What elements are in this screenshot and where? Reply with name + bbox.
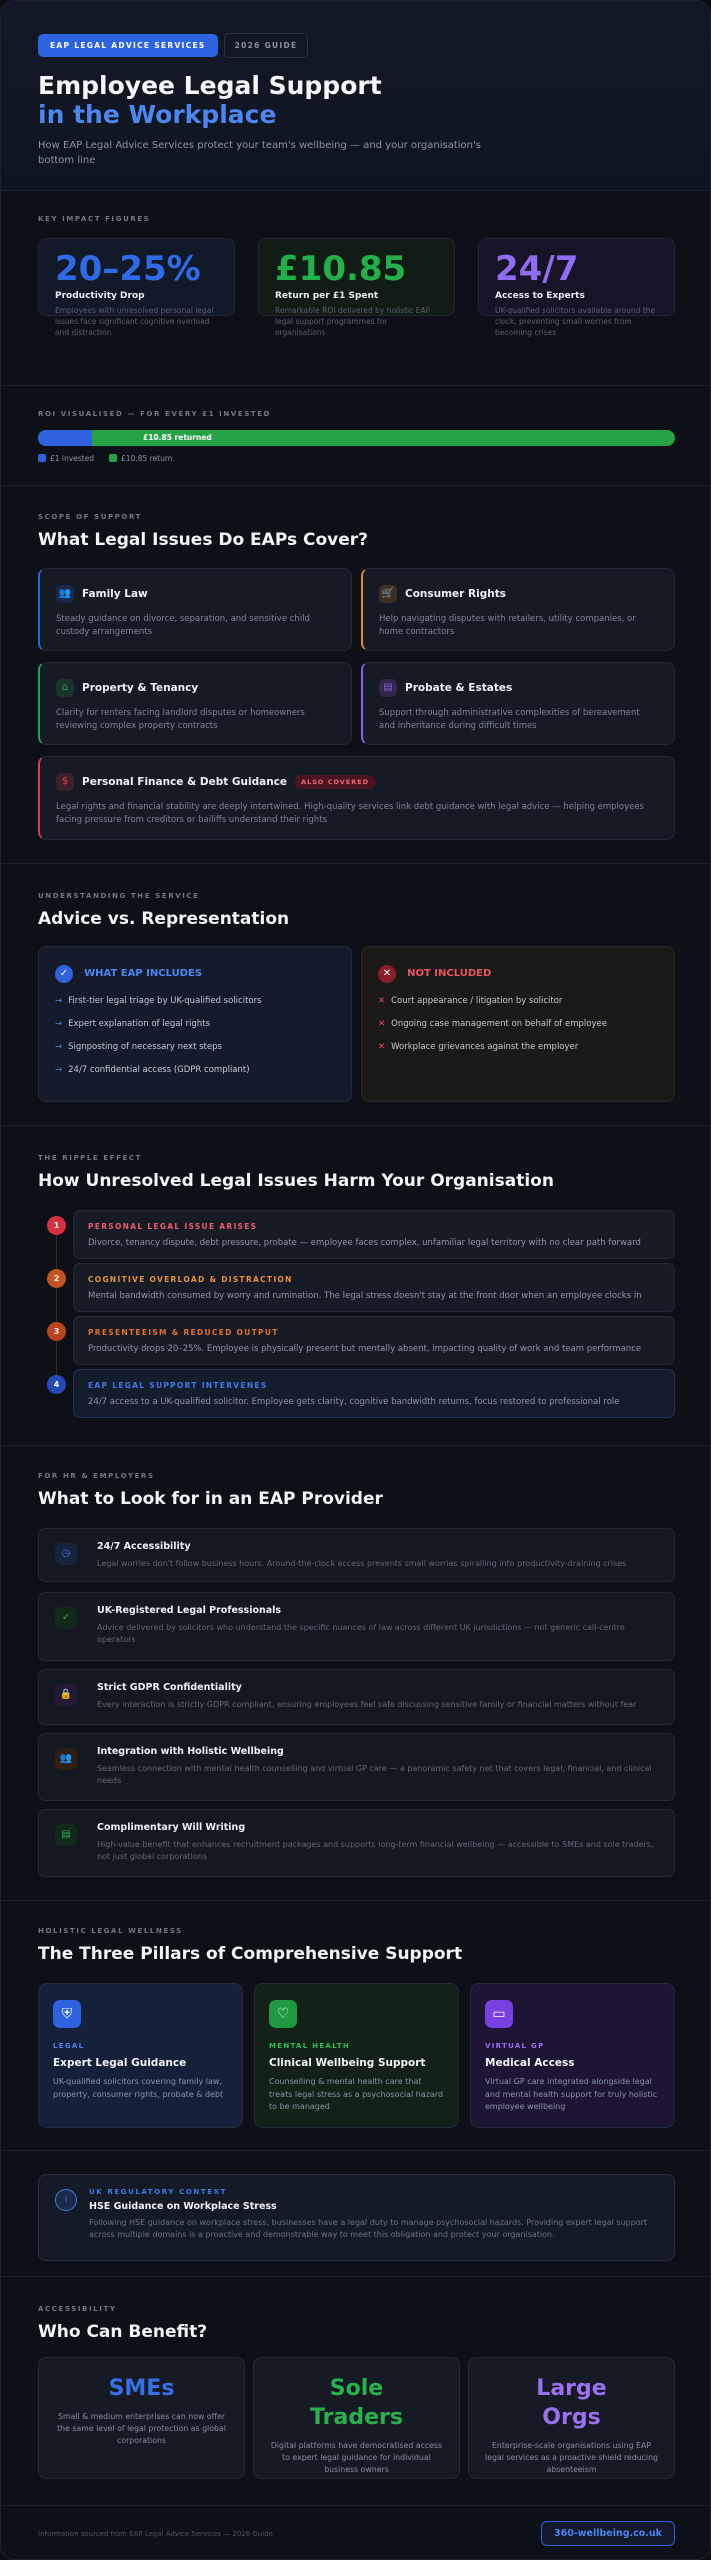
stat-description: Employees with unresolved personal legal issues face significant cognitive overload and distraction [55,306,214,337]
criterion-description: Advice delivered by solicitors who understand the specific nuances of law across different UK jurisdictions — not generic call-centre operators [97,1623,625,1644]
criterion-description: Every interaction is strictly GDPR compliant, ensuring employees feel safe discussing sensitive family or financial matters without fear [97,1700,637,1709]
ripple-step [73,1263,675,1312]
arrow-icon: → [55,1064,63,1075]
guide-badge: 2026 GUIDE [224,33,309,58]
shield-icon: ⛨ [53,2000,81,2028]
clock-icon: ◷ [55,1543,77,1565]
stat-card [258,238,455,337]
arrow-icon: → [55,995,63,1006]
monitor-icon: ▭ [485,2000,513,2028]
dollar-icon: $ [56,773,74,791]
footer [1,2506,711,2560]
excludes-title: NOT INCLUDED [407,968,492,979]
stat-card [38,238,235,337]
arrow-icon: → [55,1041,63,1052]
stat-label: Return per £1 Spent [275,291,379,301]
provider-criterion [38,1592,675,1661]
pillar-title: Medical Access [485,2057,575,2069]
excluded-item-text: Workplace grievances against the employer [391,1041,579,1052]
excluded-item-text: Ongoing case management on behalf of employee [391,1018,607,1029]
legend-invested [38,454,94,463]
included-item-text: Signposting of necessary next steps [68,1041,222,1052]
cross-icon: ✕ [378,965,396,983]
website-link[interactable]: 360-wellbeing.co.uk [541,2521,675,2546]
provider-criterion [38,1809,675,1877]
step-description: Productivity drops 20–25%. Employee is physically present but mentally absent, impacting quality of work and team performance [88,1344,642,1354]
pillar-card [470,1983,675,2128]
legal-area-description: Steady guidance on divorce, separation, and sensitive child custody arrangements [56,613,310,637]
stat-value: 20–25% [55,249,201,289]
criterion-title: Integration with Holistic Wellbeing [97,1746,284,1757]
pillar-card [254,1983,459,2128]
pillar-kicker: VIRTUAL GP [485,2042,545,2050]
hero-section [1,1,711,191]
advice-kicker: UNDERSTANDING THE SERVICE [38,892,200,900]
legal-area-description: Legal rights and financial stability are deeply intertwined. High-quality services link debt guidance with legal advice — helping employees facing pressure from creditors or bailiffs understand their rights [56,801,644,825]
legend-swatch-invested [38,454,46,462]
heart-icon: ♡ [269,2000,297,2028]
legal-area-card [38,756,675,840]
category-badge: EAP LEGAL ADVICE SERVICES [38,34,218,57]
ripple-step [73,1316,675,1365]
pillar-title: Clinical Wellbeing Support [269,2057,426,2069]
step-title: PERSONAL LEGAL ISSUE ARISES [88,1222,258,1231]
legal-area-title: Consumer Rights [405,587,506,600]
roi-bar [38,430,675,446]
step-number: 2 [47,1269,66,1288]
criterion-title: 24/7 Accessibility [97,1541,191,1552]
title-line-1: Employee Legal Support [38,71,382,100]
benefit-kicker: ACCESSIBILITY [38,2305,117,2313]
footer-source: Information sourced from EAP Legal Advice Services — 2026 Guide [38,2530,273,2538]
pillars-title: The Three Pillars of Comprehensive Support [38,1944,463,1964]
excluded-item [378,996,658,1006]
benefit-title: Who Can Benefit? [38,2322,208,2342]
check-circle-icon: ✓ [55,1607,77,1629]
ripple-title: How Unresolved Legal Issues Harm Your Organisation [38,1171,554,1191]
document-icon: ▤ [55,1824,77,1846]
advice-title: Advice vs. Representation [38,909,290,929]
step-title: COGNITIVE OVERLOAD & DISTRACTION [88,1275,293,1284]
stat-description: Remarkable ROI delivered by holistic EAP legal support programmes for organisations [275,306,431,337]
criterion-description: Seamless connection with mental health counselling and virtual GP care — a panoramic safety net that covers legal, financial, and clinical needs [97,1764,652,1785]
regulatory-card [38,2174,675,2261]
roi-kicker: ROI VISUALISED — FOR EVERY £1 INVESTED [38,410,272,418]
legal-area-card [38,568,352,651]
legal-area-description: Support through administrative complexities of bereavement and inheritance during difficult times [379,707,640,731]
step-number: 4 [47,1375,66,1394]
pillars-kicker: HOLISTIC LEGAL WELLNESS [38,1927,183,1935]
included-item [55,1042,335,1052]
includes-card [38,946,352,1102]
criterion-title: Strict GDPR Confidentiality [97,1682,242,1693]
provider-kicker: FOR HR & EMPLOYERS [38,1472,155,1480]
included-item [55,1019,335,1029]
legal-area-title: Personal Finance & Debt Guidance [82,775,288,788]
impact-kicker: KEY IMPACT FIGURES [38,215,151,223]
step-description: Mental bandwidth consumed by worry and rumination. The legal stress doesn't stay at the front door when an employee clocks in [88,1291,642,1301]
legal-area-card [361,662,675,745]
cross-icon: ✕ [378,995,386,1006]
people-icon: 👥 [56,585,74,603]
scope-title: What Legal Issues Do EAPs Cover? [38,530,369,550]
step-number: 1 [47,1216,66,1235]
legal-area-title: Property & Tenancy [82,681,199,694]
legend-swatch-return [109,454,117,462]
regulatory-text: Following HSE guidance on workplace stress, businesses have a legal duty to manage psychosocial hazards. Providing expert legal support across multiple domains is a proactive and demonstrable way to meet this obligation and protect your organisation. [89,2218,648,2239]
people-icon: 👥 [55,1748,77,1770]
check-icon: ✓ [55,965,73,983]
step-description: Divorce, tenancy dispute, debt pressure, probate — employee faces complex, unfamiliar legal territory with no clear path forward [88,1238,641,1248]
criterion-description: Legal worries don't follow business hours. Around-the-clock access prevents small worries spiralling into productivity-draining crises [97,1559,627,1568]
stat-label: Access to Experts [495,291,585,301]
legal-area-title: Family Law [82,587,148,600]
excludes-card [361,946,675,1102]
legal-area-card [361,568,675,651]
pillar-description: Counselling & mental health care that treats legal stress as a psychosocial hazard to be managed [269,2077,444,2111]
included-item [55,996,335,1006]
cross-icon: ✕ [378,1018,386,1029]
house-icon: ⌂ [56,679,74,697]
legal-area-title: Probate & Estates [405,681,513,694]
stat-card [478,238,675,337]
pillar-kicker: LEGAL [53,2042,85,2050]
ripple-step [73,1210,675,1259]
stat-label: Productivity Drop [55,291,145,301]
also-covered-badge: ALSO COVERED [294,775,376,789]
provider-criterion [38,1528,675,1582]
excluded-item [378,1042,658,1052]
page-title [38,71,675,129]
included-item-text: First-tier legal triage by UK-qualified solicitors [68,995,262,1006]
stat-value: £10.85 [275,249,407,289]
step-number: 3 [47,1322,66,1341]
includes-title: WHAT EAP INCLUDES [84,968,203,979]
pillar-card [38,1983,243,2128]
audience-description: Enterprise-scale organisations using EAP legal services as a proactive shield reducing absenteeism [485,2441,658,2474]
excluded-item [378,1019,658,1029]
pillar-title: Expert Legal Guidance [53,2057,187,2069]
pillar-description: Virtual GP care integrated alongside legal and mental health support for truly holistic employee wellbeing [485,2077,658,2111]
audience-title: Large Orgs [536,2376,607,2430]
title-line-2: in the Workplace [38,100,277,129]
legal-area-description: Clarity for renters facing landlord disputes or homeowners reviewing complex property contracts [56,707,305,731]
audience-card [38,2357,245,2479]
pillar-kicker: MENTAL HEALTH [269,2042,351,2050]
regulatory-kicker: UK REGULATORY CONTEXT [89,2188,227,2196]
lock-icon: 🔒 [55,1684,77,1706]
audience-title: SMEs [108,2376,175,2401]
hero-lead: How EAP Legal Advice Services protect your team's wellbeing — and your organisation's bottom line [38,140,481,166]
legend-return [109,454,173,463]
cross-icon: ✕ [378,1041,386,1052]
regulatory-title: HSE Guidance on Workplace Stress [89,2201,277,2212]
excluded-item-text: Court appearance / litigation by solicitor [391,995,563,1006]
audience-description: Small & medium enterprises can now offer the same level of legal protection as global corporations [57,2412,226,2445]
roi-bar-invested [38,430,92,446]
step-title: EAP LEGAL SUPPORT INTERVENES [88,1381,268,1390]
legend-return-label: £10.85 return [121,454,173,463]
scope-kicker: SCOPE OF SUPPORT [38,513,143,521]
includes-list [55,996,335,1075]
included-item [55,1065,335,1075]
cart-icon: 🛒 [379,585,397,603]
info-icon: i [55,2189,77,2211]
criterion-title: UK-Registered Legal Professionals [97,1605,282,1616]
step-title: PRESENTEEISM & REDUCED OUTPUT [88,1328,279,1337]
step-description: 24/7 access to a UK-qualified solicitor. Employee gets clarity, cognitive bandwidth returns, focus restored to professional role [88,1397,620,1407]
provider-title: What to Look for in an EAP Provider [38,1489,383,1509]
included-item-text: Expert explanation of legal rights [68,1018,210,1029]
ripple-step [73,1369,675,1418]
stat-description: UK-qualified solicitors available around the clock, preventing small worries from becoming crises [495,306,656,337]
arrow-icon: → [55,1018,63,1029]
excludes-list [378,996,658,1052]
audience-title: Sole Traders [310,2376,403,2430]
audience-card [468,2357,675,2479]
roi-bar-label: £10.85 returned [143,433,212,442]
audience-description: Digital platforms have democratised access to expert legal guidance for individual business owners [270,2441,443,2474]
ripple-connector [56,1219,57,1377]
pillar-description: UK-qualified solicitors covering family law, property, consumer rights, probate & debt [53,2077,224,2099]
included-item-text: 24/7 confidential access (GDPR compliant) [68,1064,250,1075]
legend-invested-label: £1 invested [50,454,95,463]
legal-area-card [38,662,352,745]
provider-criterion [38,1669,675,1725]
ripple-kicker: THE RIPPLE EFFECT [38,1154,143,1162]
provider-criterion [38,1733,675,1801]
criterion-title: Complimentary Will Writing [97,1822,246,1833]
criterion-description: High-value benefit that enhances recruitment packages and supports long-term financial wellbeing — accessible to SMEs and sole traders, not just global corporations [97,1840,654,1861]
stat-value: 24/7 [495,249,579,289]
legal-area-description: Help navigating disputes with retailers, utility companies, or home contractors [379,613,636,637]
audience-card [253,2357,460,2479]
document-icon: ▤ [379,679,397,697]
